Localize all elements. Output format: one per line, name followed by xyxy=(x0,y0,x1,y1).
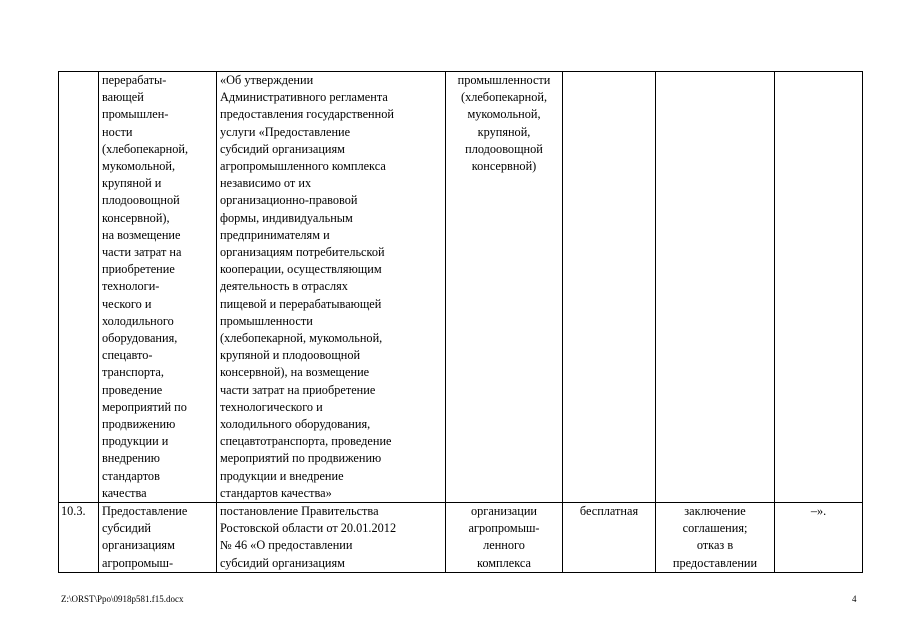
row-number-cell xyxy=(59,72,99,503)
fee-cell: бесплатная xyxy=(563,503,656,573)
recipients-cell: организации агропромыш- ленного комплекса xyxy=(446,503,563,573)
end-cell xyxy=(775,72,863,503)
recipients-cell: промышленности (хлебопекарной, мукомольной, крупяной, плодоовощной консервной) xyxy=(446,72,563,503)
services-table xyxy=(58,71,863,573)
service-name-cell: Предоставление субсидий организациям агропромыш- xyxy=(99,503,217,573)
legal-act-cell: постановление Правительства Ростовской области от 20.01.2012 № 46 «О предоставлении субсидий организациям xyxy=(217,503,446,573)
table-row xyxy=(59,72,863,503)
row-number-cell: 10.3. xyxy=(59,503,99,573)
end-cell: –». xyxy=(775,503,863,573)
table-row xyxy=(59,503,863,573)
result-cell xyxy=(656,72,775,503)
result-cell: заключение соглашения; отказ в предоставлении xyxy=(656,503,775,573)
footer-page-number: 4 xyxy=(852,594,857,604)
legal-act-cell: «Об утверждении Административного регламента предоставления государственной услуги «Предоставление субсидий организациям агропромышленного комплекса независимо от их организационно-правовой формы, индивидуальным предпринимателям и организациям потребительской кооперации, осуществляющим деятельность в отраслях пищевой и перерабатывающей промышленности (хлебопекарной, мукомольной, крупяной и плодоовощной консервной), на возмещение части затрат на приобретение технологического и холодильного оборудования, спецавтотранспорта, проведение мероприятий по продвижению продукции и внедрение стандартов качества» xyxy=(217,72,446,503)
fee-cell xyxy=(563,72,656,503)
service-name-cell: перерабаты- вающей промышлен- ности (хлебопекарной, мукомольной, крупяной и плодоовощной консервной), на возмещение части затрат на приобретение технологи- ческого и холодильного оборудования, спецавто- транспорта, проведение мероприятий по продвижению продукции и внедрению стандартов качества xyxy=(99,72,217,503)
footer-file-path: Z:\ORST\Ppo\0918p581.f15.docx xyxy=(61,594,184,604)
